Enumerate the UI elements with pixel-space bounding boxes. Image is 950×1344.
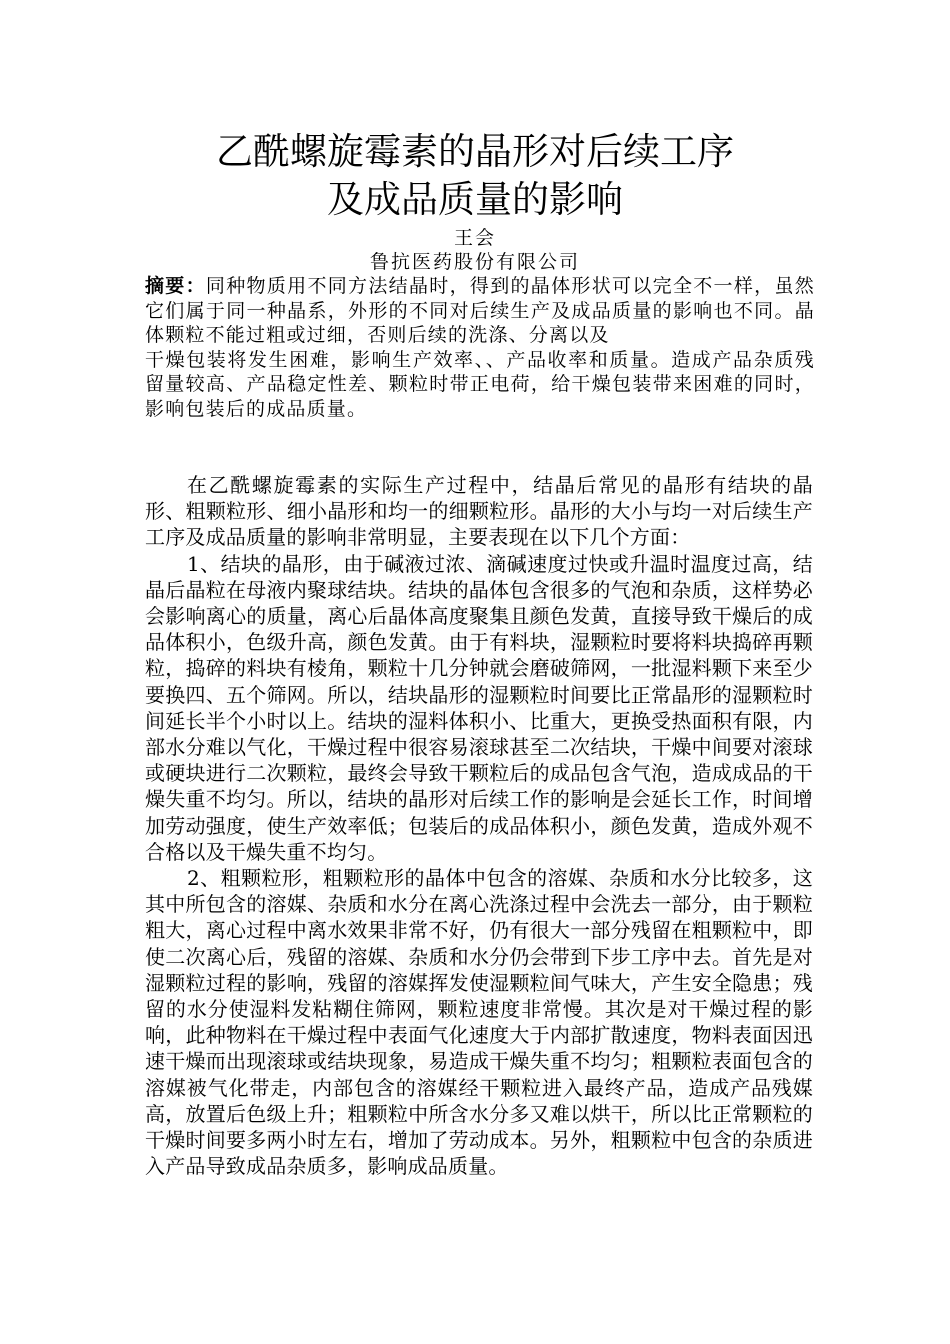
abstract-paragraph-2: 干燥包装将发生困难，影响生产效率、、产品收率和质量。造成产品杂质残留量较高、产品稳定性差、颗粒时带正电荷，给干燥包装带来困难的同时，影响包装后的成品质量。	[145, 348, 815, 420]
abstract-section	[145, 274, 815, 421]
author-name: 王会	[453, 227, 496, 249]
abstract-label: 摘要：	[145, 275, 206, 297]
point-2-paragraph: 2、粗颗粒形，粗颗粒形的晶体中包含的溶媒、杂质和水分比较多，这其中所包含的溶媒、杂质和水分在离心洗涤过程中会洗去一部分，由于颗粒粗大，离心过程中离水效果非常不好，仍有很大一部分残留在粗颗粒中，即使二次离心后，残留的溶媒、杂质和水分仍会带到下步工序中去。首先是对湿颗粒过程的影响，残留的溶媒挥发使湿颗粒间气味大，产生安全隐患；残留的水分使湿料发粘糊住筛网，颗粒速度非常慢。其次是对干燥过程的影响，此种物料在干燥过程中表面气化速度大于内部扩散速度，物料表面因迅速干燥而出现滚球或结块现象，易造成干燥失重不均匀；粗颗粒表面包含的溶媒被气化带走，内部包含的溶媒经干颗粒进入最终产品，造成产品残媒高，放置后色级上升；粗颗粒中所含水分多又难以烘干，所以比正常颗粒的干燥时间要多两小时左右，增加了劳动成本。另外，粗颗粒中包含的杂质进入产品导致成品杂质多，影响成品质量。	[145, 866, 813, 1179]
document-title-line-2: 及成品质量的影响	[327, 178, 623, 221]
abstract-paragraph-1	[145, 274, 815, 348]
point-1-paragraph: 1、结块的晶形，由于碱液过浓、滴碱速度过快或升温时温度过高，结晶后晶粒在母液内聚球结块。结块的晶体包含很多的气泡和杂质，这样势必会影响离心的质量，离心后晶体高度聚集且颜色发黄，直接导致干燥后的成品体积小，色级升高，颜色发黄。由于有料块，湿颗粒时要将料块捣碎再颗粒，捣碎的料块有棱角，颗粒十几分钟就会磨破筛网，一批湿料颗下来至少要换四、五个筛网。所以，结块晶形的湿颗粒时间要比正常晶形的湿颗粒时间延长半个小时以上。结块的湿料体积小、比重大，更换受热面积有限，内部水分难以气化，干燥过程中很容易滚球甚至二次结块，干燥中间要对滚球或硬块进行二次颗粒，最终会导致干颗粒后的成品包含气泡，造成成品的干燥失重不均匀。所以，结块的晶形对后续工作的影响是会延长工作，时间增加劳动强度，使生产效率低；包装后的成品体积小，颜色发黄，造成外观不合格以及干燥失重不均匀。	[145, 551, 813, 864]
author-affiliation: 鲁抗医药股份有限公司	[369, 251, 580, 273]
intro-paragraph: 在乙酰螺旋霉素的实际生产过程中，结晶后常见的晶形有结块的晶形、粗颗粒形、细小晶形和均一的细颗粒形。晶形的大小与均一对后续生产工序及成品质量的影响非常明显，主要表现在以下几个方面：	[145, 473, 813, 550]
body-section	[145, 472, 813, 1179]
document-title-line-1: 乙酰螺旋霉素的晶形对后续工序	[216, 130, 734, 173]
abstract-text-1: 同种物质用不同方法结晶时，得到的晶体形状可以完全不一样，虽然它们属于同一种晶系，外形的不同对后续生产及成品质量的影响也不同。晶体颗粒不能过粗或过细，否则后续的洗涤、分离以及	[145, 275, 815, 346]
